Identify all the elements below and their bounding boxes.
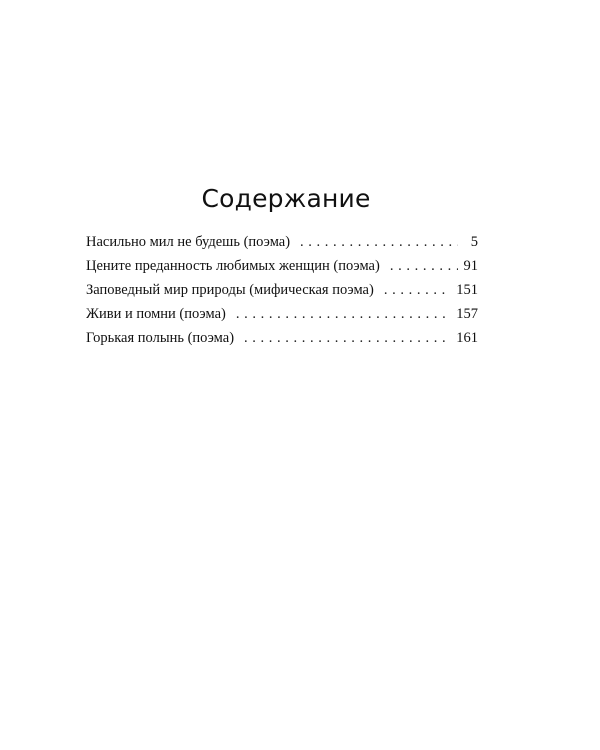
dot-leader (300, 234, 458, 251)
toc-entry (86, 306, 478, 330)
toc-entry (86, 330, 478, 354)
toc-entry-page-number: 5 (470, 234, 478, 250)
table-of-contents-list (86, 234, 478, 354)
table-of-contents-heading: Содержание (201, 184, 371, 213)
toc-entry-title: Горькая полынь (поэма) (86, 330, 235, 346)
toc-entry-page-number: 157 (456, 306, 478, 322)
toc-entry-title: Насильно мил не будешь (поэма) (86, 234, 291, 250)
toc-entry-title: Живи и помни (поэма) (86, 306, 226, 322)
toc-entry-title: Цените преданность любимых женщин (поэма) (86, 258, 380, 274)
toc-entry (86, 282, 478, 306)
toc-entry (86, 234, 478, 258)
dot-leader (236, 306, 450, 323)
toc-entry (86, 258, 478, 282)
toc-entry-page-number: 161 (456, 330, 478, 346)
toc-entry-title: Заповедный мир природы (мифическая поэма) (86, 282, 374, 298)
dot-leader (390, 258, 458, 275)
dot-leader (244, 330, 450, 347)
toc-entry-page-number: 151 (456, 282, 478, 298)
toc-entry-page-number: 91 (463, 258, 478, 274)
dot-leader (384, 282, 450, 299)
